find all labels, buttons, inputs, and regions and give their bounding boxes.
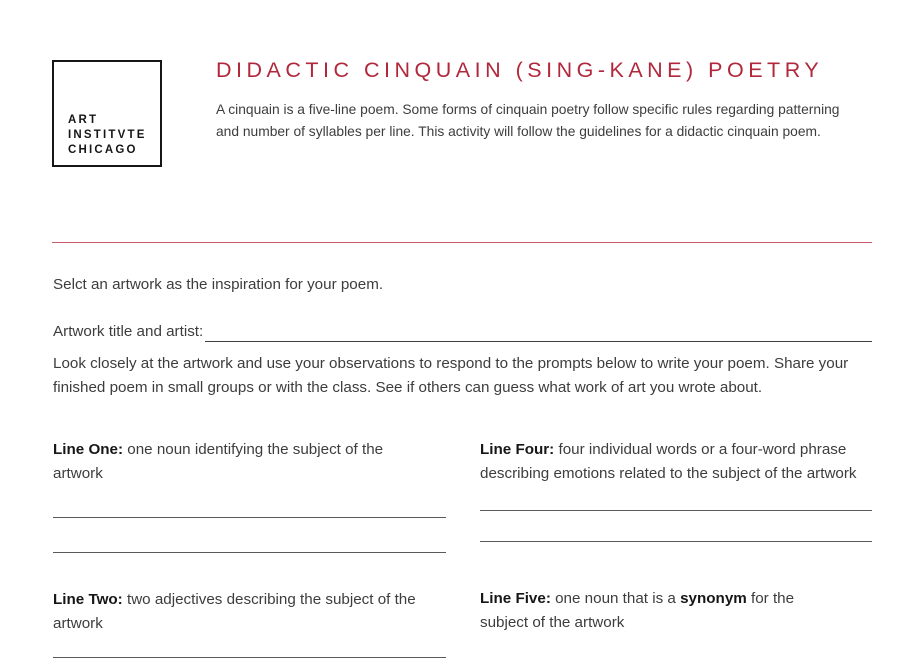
logo-wordmark xyxy=(68,113,147,158)
prompt-line-five: Line Five: one noun that is a synonym for the subject of the artwork xyxy=(480,589,795,631)
logo-line-chicago: CHICAGO xyxy=(68,144,138,156)
line-one-blank-2 xyxy=(53,552,446,553)
artwork-title-artist-label: Artwork title and artist: xyxy=(53,323,204,340)
line-four-blank-2 xyxy=(480,541,872,542)
section-divider xyxy=(52,242,872,243)
line-one-blank-1 xyxy=(53,517,446,518)
artwork-title-artist-blank xyxy=(205,322,872,342)
artwork-title-artist-row xyxy=(53,321,872,343)
directions-paragraph: Look closely at the artwork and use your observations to respond to the prompts below to write your poem. Share your finished poem in small groups or with the class. See if others can guess what work of art you wrote about. xyxy=(53,355,849,397)
select-artwork-instruction: Selct an artwork as the inspiration for your poem. xyxy=(53,276,384,293)
column-gap xyxy=(446,438,480,658)
logo-line-art: ART xyxy=(68,114,99,126)
logo-line-institvte: INSTITVTE xyxy=(68,129,147,141)
right-column xyxy=(480,438,872,658)
page-title: DIDACTIC CINQUAIN (SING-KANE) POETRY xyxy=(216,58,824,82)
left-column xyxy=(53,438,446,658)
prompt-line-two: Line Two: two adjectives describing the subject of the artwork xyxy=(53,590,416,632)
prompt-line-four: Line Four: four individual words or a four-word phrase describing emotions related to the subject of the artwork xyxy=(480,441,857,483)
line-two-blank-1 xyxy=(53,657,446,658)
art-institute-chicago-logo xyxy=(52,60,162,167)
prompt-line-one: Line One: one noun identifying the subject of the artwork xyxy=(53,441,384,483)
intro-paragraph: A cinquain is a five-line poem. Some forms of cinquain poetry follow specific rules regarding patterning and number of syllables per line. This activity will follow the guidelines for a didactic cinquain poem. xyxy=(216,102,840,139)
line-four-blank-1 xyxy=(480,510,872,511)
prompt-columns xyxy=(53,438,872,658)
